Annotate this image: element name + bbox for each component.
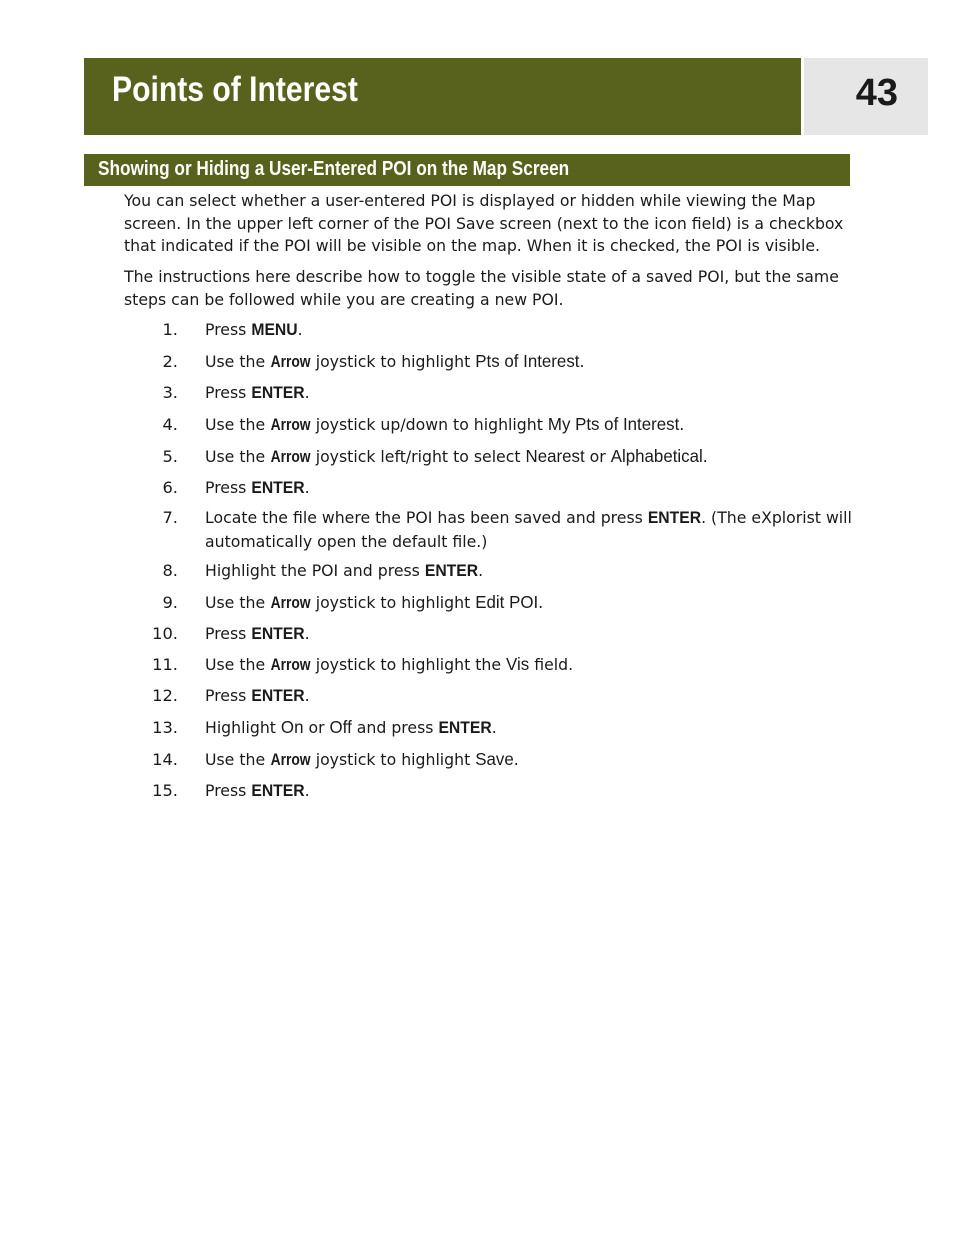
chapter-header-bar xyxy=(84,58,801,135)
step-number: 1. xyxy=(162,320,178,339)
step-number: 14. xyxy=(152,750,178,769)
step-text: Use the Arrow joystick to highlight Pts of Interest. xyxy=(205,351,585,371)
step-text: Press ENTER. xyxy=(205,686,310,705)
step-text: Press ENTER. xyxy=(205,383,310,402)
step-number: 13. xyxy=(152,718,178,737)
page-number-box xyxy=(804,58,928,135)
step-text: Use the Arrow joystick to highlight Save. xyxy=(205,749,519,769)
step-number: 6. xyxy=(162,478,178,497)
page-number: 43 xyxy=(855,72,898,114)
intro-paragraph: You can select whether a user-entered POI is displayed or hidden while viewing the Map screen. In the upper left corner of the POI Save screen (next to the icon field) is a checkbox that indicated if the POI will be visible on the map. When it is checked, the POI is visible. xyxy=(124,191,844,255)
step-number: 8. xyxy=(162,561,178,580)
step-text: Press MENU. xyxy=(205,320,303,339)
section-heading-bar xyxy=(84,154,850,186)
step-text: Press ENTER. xyxy=(205,478,310,497)
step-text: Highlight the POI and press ENTER. xyxy=(205,561,484,580)
section-title: Showing or Hiding a User-Entered POI on the Map Screen xyxy=(98,158,570,180)
step-text: Use the Arrow joystick left/right to select Nearest or Alphabetical. xyxy=(205,446,708,466)
step-text: Use the Arrow joystick up/down to highlight My Pts of Interest. xyxy=(205,414,685,434)
step-text: Press ENTER. xyxy=(205,781,310,800)
step-number: 10. xyxy=(152,624,178,643)
step-text: Press ENTER. xyxy=(205,624,310,643)
step-number: 4. xyxy=(162,415,178,434)
step-text: Locate the file where the POI has been saved and press ENTER. (The eXplorist will automatically open the default file.) xyxy=(205,508,852,551)
step-text: Highlight On or Off and press ENTER. xyxy=(205,717,497,737)
instructions-paragraph: The instructions here describe how to toggle the visible state of a saved POI, but the same steps can be followed while you are creating a new POI. xyxy=(124,267,839,309)
chapter-title: Points of Interest xyxy=(112,70,358,109)
step-number: 5. xyxy=(162,447,178,466)
step-number: 3. xyxy=(162,383,178,402)
step-text: Use the Arrow joystick to highlight Edit POI. xyxy=(205,592,544,612)
step-text: Use the Arrow joystick to highlight the Vis field. xyxy=(205,654,574,674)
step-number: 2. xyxy=(162,352,178,371)
step-number: 15. xyxy=(152,781,178,800)
step-number: 9. xyxy=(162,593,178,612)
step-number: 12. xyxy=(152,686,178,705)
step-number: 11. xyxy=(152,655,178,674)
step-number: 7. xyxy=(162,508,178,527)
